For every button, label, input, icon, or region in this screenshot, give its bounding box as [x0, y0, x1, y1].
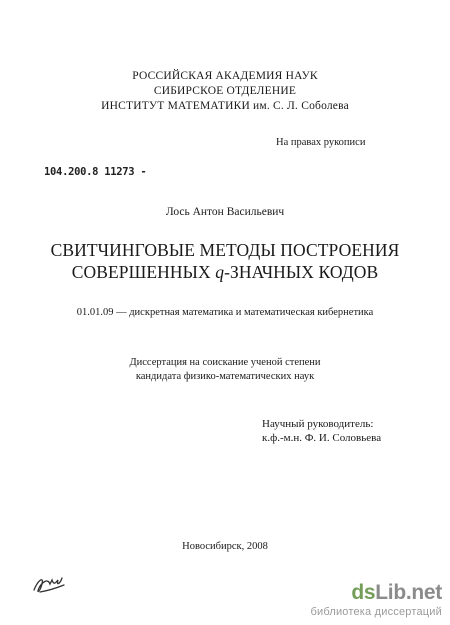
watermark-logo-lib: Lib.net: [375, 581, 442, 604]
dissertation-line-2: кандидата физико-математических наук: [135, 371, 315, 382]
header-branch: СИБИРСКОЕ ОТДЕЛЕНИЕ: [153, 85, 297, 97]
title-line-2: [0, 262, 450, 283]
header-institute: [0, 100, 450, 112]
watermark-logo: [292, 581, 442, 605]
specialty-code: 01.01.09 — дискретная математика и математическая кибернетика: [76, 307, 374, 318]
watermark-subtitle: библиотека диссертаций: [310, 606, 442, 618]
watermark: [292, 581, 442, 619]
advisor-name: к.ф.-м.н. Ф. И. Соловьева: [262, 432, 382, 444]
title-line-2-start: СОВЕРШЕННЫХ: [71, 262, 216, 282]
advisor-label: Научный руководитель:: [262, 418, 374, 430]
library-stamp: 104.200.8 11273 -: [44, 166, 147, 178]
title-line-2-end: -ЗНАЧНЫХ КОДОВ: [224, 262, 379, 282]
title-line-1: СВИТЧИНГОВЫЕ МЕТОДЫ ПОСТРОЕНИЯ: [50, 240, 400, 260]
header-academy: РОССИЙСКАЯ АКАДЕМИЯ НАУК: [132, 70, 318, 82]
handwritten-signature: [28, 568, 68, 598]
header-institute-name: им. С. Л. Соболева: [249, 100, 349, 112]
title-variable-q: q: [215, 262, 225, 282]
author-name: Лось Антон Васильевич: [165, 206, 285, 218]
header-institute-caps: ИНСТИТУТ МАТЕМАТИКИ: [101, 100, 250, 112]
city-year: Новосибирск, 2008: [182, 541, 268, 552]
dissertation-line-1: Диссертация на соискание ученой степени: [129, 357, 321, 368]
signature-stroke: [34, 578, 64, 592]
watermark-logo-ds: ds: [351, 581, 376, 604]
manuscript-note: На правах рукописи: [276, 137, 366, 148]
